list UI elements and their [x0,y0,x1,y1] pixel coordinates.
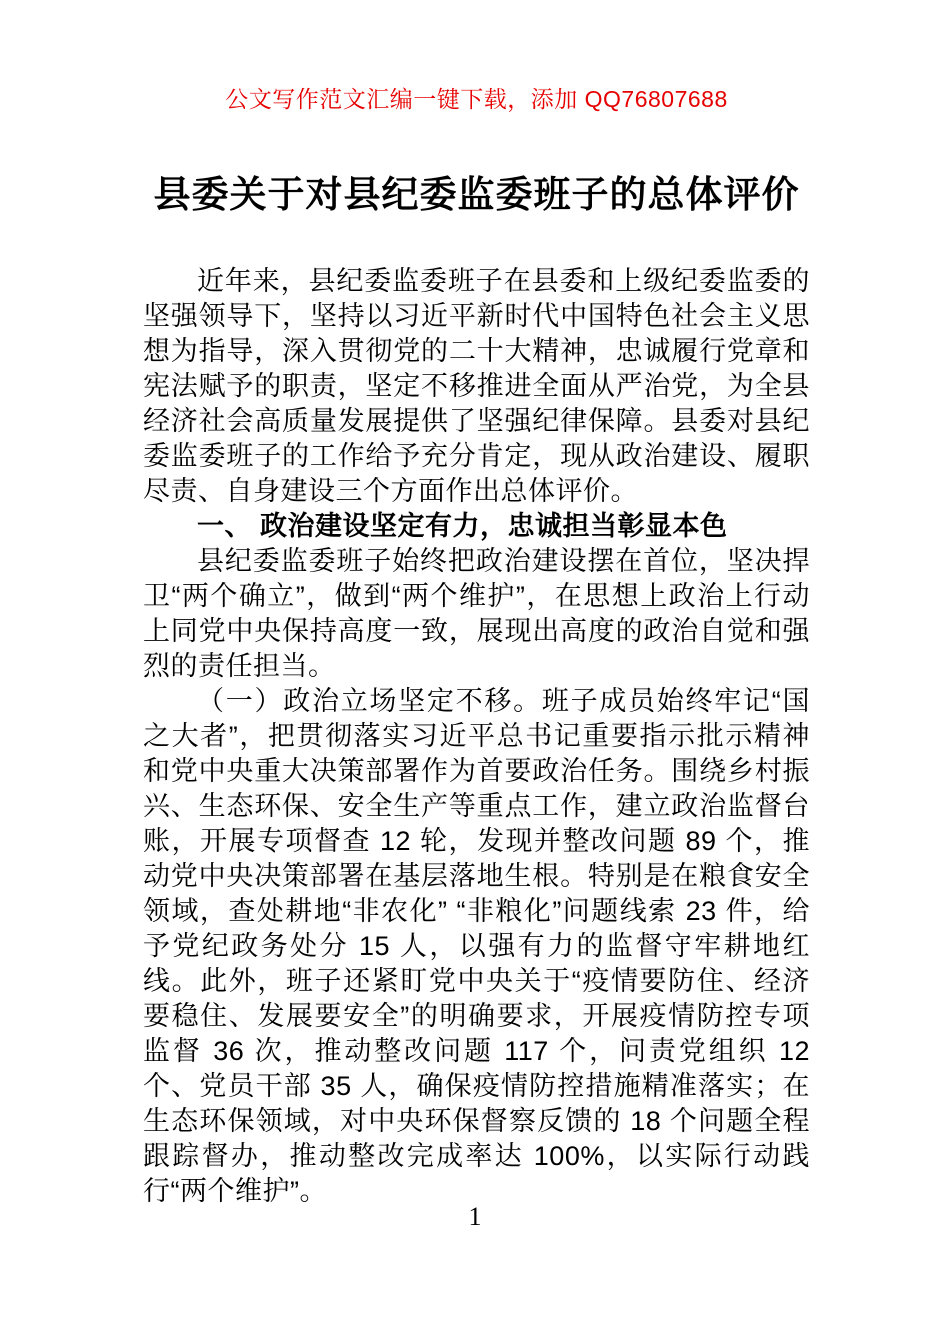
paragraph: 近年来，县纪委监委班子在县委和上级纪委监委的坚强领导下，坚持以习近平新时代中国特色社会主义思想为指导，深入贯彻党的二十大精神，忠诚履行党章和宪法赋予的职责，坚定不移推进全面从严治党，为全县经济社会高质量发展提供了坚强纪律保障。县委对县纪委监委班子的工作给予充分肯定，现从政治建设、履职尽责、自身建设三个方面作出总体评价。 [143,266,810,506]
header-notice: 公文写作范文汇编一键下载，添加 QQ76807688 [225,86,728,112]
paragraph: 县纪委监委班子始终把政治建设摆在首位，坚决捍卫“两个确立”，做到“两个维护”，在思想上政治上行动上同党中央保持高度一致，展现出高度的政治自觉和强烈的责任担当。 [143,546,810,681]
document-title: 县委关于对县纪委监委班子的总体评价 [153,174,800,215]
paragraph: （一）政治立场坚定不移。班子成员始终牢记“国之大者”，把贯彻落实习近平总书记重要指示批示精神和党中央重大决策部署作为首要政治任务。围绕乡村振兴、生态环保、安全生产等重点工作，建立政治监督台账，开展专项督查 12 轮，发现并整改问题 89 个，推动党中央决策部署在基层落地生根。特别是在粮食安全领域，查处耕地“非农化” “非粮化”问题线索 23 件，给予党纪政务处分 15 人，以强有力的监督守牢耕地红线。此外，班子还紧盯党中央关于“疫情要防住、经济要稳住、发展要安全”的明确要求，开展疫情防控专项监督 36 次，推动整改问题 117 个，问责党组织 12 个、党员干部 35 人，确保疫情防控措施精准落实；在生态环保领域，对中央环保督察反馈的 18 个问题全程跟踪督办，推动整改完成率达 100%，以实际行动践行“两个维护”。 [143,686,810,1206]
document-body [143,264,810,1209]
page-number: 1 [468,1202,482,1231]
section-heading: 一、 政治建设坚定有力，忠诚担当彰显本色 [197,511,728,541]
